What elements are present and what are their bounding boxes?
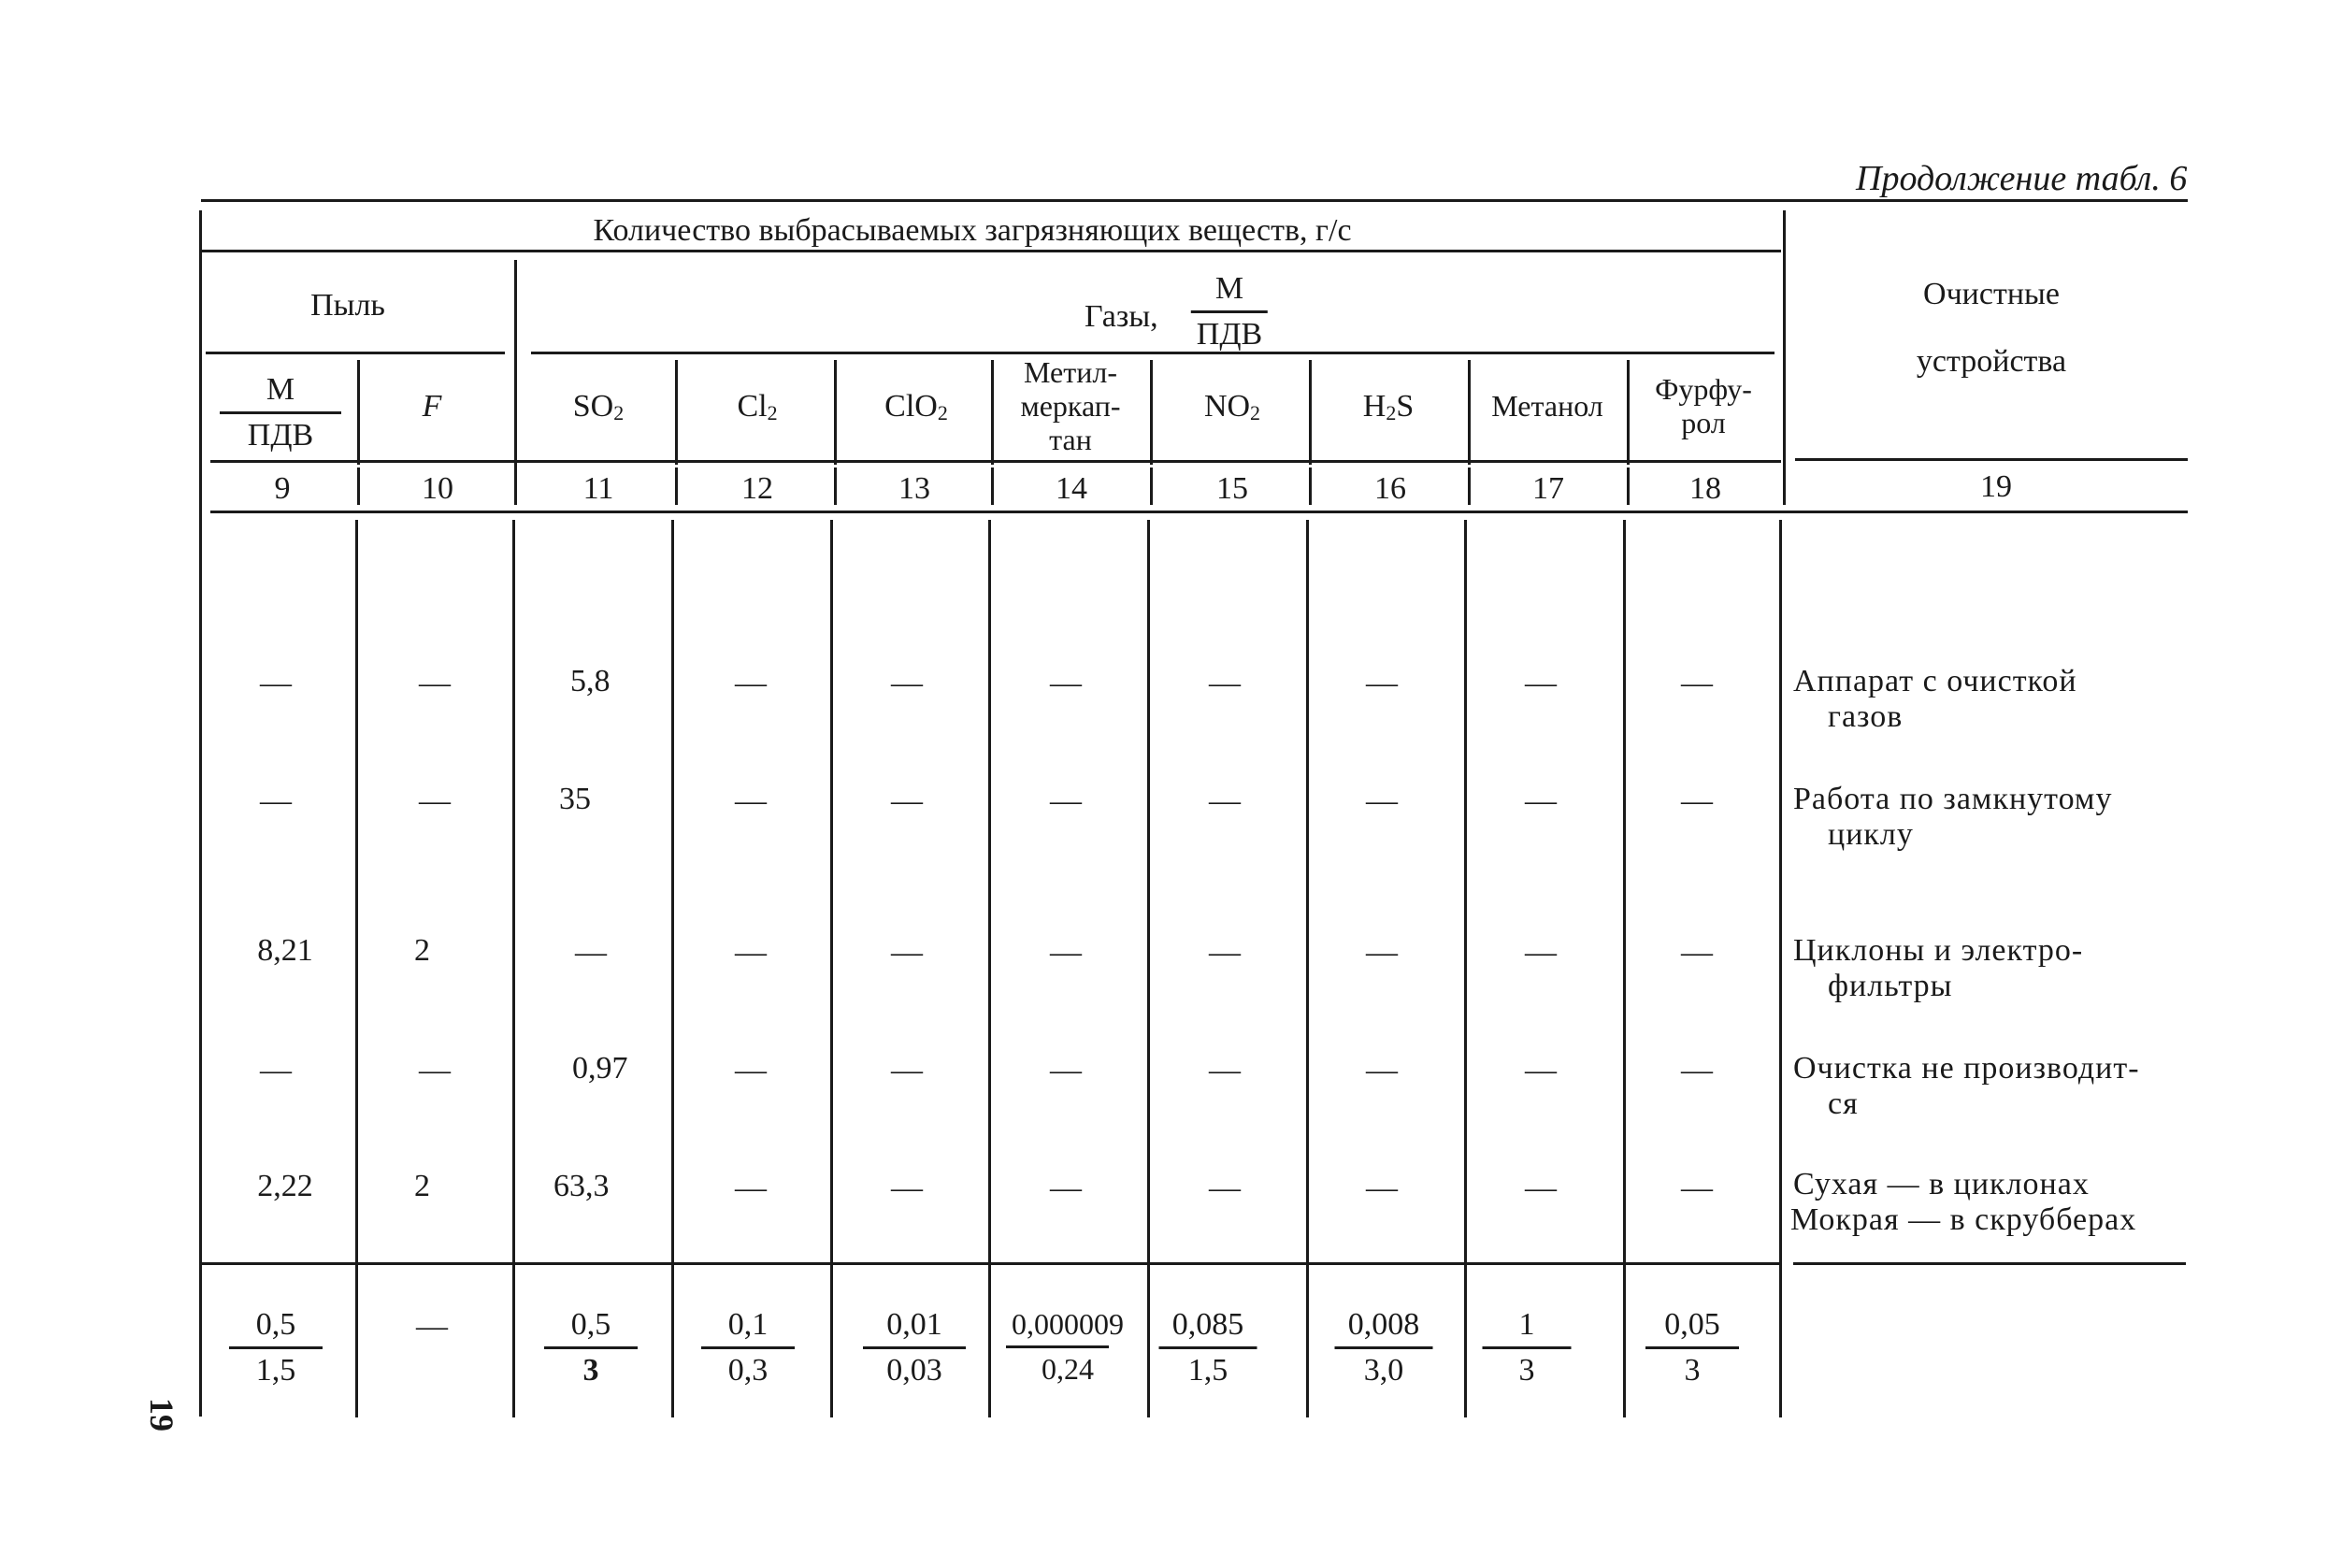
rule-v-num xyxy=(1309,468,1312,505)
gases-header-prefix: Газы, xyxy=(1085,299,1158,334)
table-cell: — xyxy=(419,1053,451,1087)
total-col18: 0,05 3 xyxy=(1645,1307,1739,1388)
rule-v-num xyxy=(1468,468,1471,505)
table-cell: — xyxy=(735,666,767,700)
rule-v-11-12-head xyxy=(675,360,678,465)
rule-v-num xyxy=(514,468,517,505)
table-cell: — xyxy=(1366,666,1398,700)
table-cell: 2 xyxy=(414,933,430,968)
col-number: 13 xyxy=(898,471,930,506)
table-cell: — xyxy=(735,935,767,970)
total-col12: 0,1 0,3 xyxy=(701,1307,795,1388)
table-cell: 2 xyxy=(414,1169,430,1203)
table-cell: — xyxy=(1050,666,1082,700)
table-cell: — xyxy=(1050,784,1082,818)
col17-header: Метанол xyxy=(1491,389,1603,423)
cleaning-note-line2: ся xyxy=(1828,1086,1859,1121)
rule-under-group-title xyxy=(201,250,1781,252)
total-col15: 0,085 1,5 xyxy=(1159,1307,1257,1388)
col10-header: F xyxy=(422,389,442,424)
table-cell: — xyxy=(1681,784,1713,818)
col-number: 19 xyxy=(1980,469,2012,504)
cleaning-note-line1: Аппарат с очисткой xyxy=(1793,664,2077,698)
col9-header-fraction: M ПДВ xyxy=(220,372,341,453)
rule-v-num xyxy=(1150,468,1153,505)
table-cell: — xyxy=(1681,1053,1713,1087)
table-cell: — xyxy=(260,1053,292,1087)
col14-header-1: Метил- xyxy=(1024,355,1117,389)
rule-v-num xyxy=(834,468,837,505)
table-cell: — xyxy=(575,935,607,970)
table-cell: — xyxy=(419,784,451,818)
rule-v-body xyxy=(1147,520,1150,1417)
table-cell: — xyxy=(260,666,292,700)
total-col14: 0,000009 0,24 xyxy=(1006,1307,1129,1387)
rule-v-body xyxy=(1464,520,1467,1417)
col14-header-2: меркап- xyxy=(1020,389,1121,423)
rule-top xyxy=(201,199,2188,202)
rule-under-subheads xyxy=(210,460,1781,463)
col-number: 17 xyxy=(1532,471,1564,506)
col11-header: $SO_2$ xyxy=(572,389,625,424)
col13-header: ClO$_2$ xyxy=(884,389,948,424)
table-cell: — xyxy=(1209,1053,1241,1087)
cleaning-note-line2: Мокрая — в скрубберах xyxy=(1790,1202,2137,1237)
rule-v-13-14-head xyxy=(991,360,994,465)
col18-header-1: Фурфу- xyxy=(1655,372,1752,406)
table-cell: — xyxy=(1681,935,1713,970)
table-cell: — xyxy=(1209,1171,1241,1205)
table-cell: — xyxy=(735,1171,767,1205)
gases-header-fraction: M ПДВ xyxy=(1191,271,1268,352)
cleaning-note-line1: Циклоны и электро- xyxy=(1793,933,2084,968)
rule-v-15-16-head xyxy=(1309,360,1312,465)
cleaning-note-line1: Сухая — в циклонах xyxy=(1793,1167,2090,1201)
col12-header: $Cl_2$ xyxy=(737,389,778,424)
rule-under-cleaning xyxy=(1795,458,2188,461)
cleaning-note-line2: газов xyxy=(1828,699,1904,734)
cleaning-note-line2: фильтры xyxy=(1828,969,1953,1003)
table-cell: — xyxy=(1209,666,1241,700)
table-cell: — xyxy=(1209,784,1241,818)
table-cell: 2,22 xyxy=(257,1169,313,1203)
rule-v-body xyxy=(1623,520,1626,1417)
table-cell: 35 xyxy=(559,782,591,816)
table-cell: — xyxy=(735,784,767,818)
rule-v-num xyxy=(1627,468,1630,505)
total-col17: 1 3 xyxy=(1483,1307,1572,1388)
col-number: 16 xyxy=(1374,471,1406,506)
dust-header: Пыль xyxy=(310,288,385,323)
table-cell: — xyxy=(260,784,292,818)
rule-v-body xyxy=(988,520,991,1417)
rule-under-gases xyxy=(531,352,1774,354)
table-cell: — xyxy=(1525,935,1557,970)
total-col9: 0,5 1,5 xyxy=(229,1307,323,1388)
table-cell: — xyxy=(1366,935,1398,970)
col-number: 11 xyxy=(582,471,614,506)
rule-above-totals xyxy=(201,1262,1781,1265)
col-number: 9 xyxy=(274,471,291,506)
rule-v-body xyxy=(830,520,833,1417)
table-cell: — xyxy=(891,1171,923,1205)
rule-v-body xyxy=(1306,520,1309,1417)
table-cell: — xyxy=(1366,1171,1398,1205)
table-cell: — xyxy=(1050,935,1082,970)
col-number: 12 xyxy=(741,471,773,506)
rule-v-14-15-head xyxy=(1150,360,1153,465)
table-cell: — xyxy=(1050,1053,1082,1087)
total-col11: 0,5 3 xyxy=(544,1307,638,1388)
table-cell: — xyxy=(1525,666,1557,700)
group-title: Количество выбрасываемых загрязняющих веществ, г/с xyxy=(593,213,1352,248)
col-number: 15 xyxy=(1216,471,1248,506)
table-cell: 0,97 xyxy=(572,1051,628,1086)
page-number: 19 xyxy=(143,1398,180,1431)
cleaning-header-2: устройства xyxy=(1916,344,2067,379)
rule-v-body xyxy=(1779,520,1782,1417)
rule-v-9-10-head xyxy=(357,360,360,465)
rule-v-num xyxy=(675,468,678,505)
table-cell: — xyxy=(1525,1171,1557,1205)
rule-v-num xyxy=(1783,468,1786,505)
cleaning-note-line1: Работа по замкнутому xyxy=(1793,782,2113,816)
table-cell: 5,8 xyxy=(570,664,611,698)
table-cell: — xyxy=(1525,784,1557,818)
rule-v-18-19-head xyxy=(1783,210,1786,505)
table-cell: — xyxy=(891,666,923,700)
rule-v-num xyxy=(357,468,360,505)
table-cell: — xyxy=(891,1053,923,1087)
col14-header-3: тан xyxy=(1049,423,1092,456)
table-cell: — xyxy=(1366,784,1398,818)
table-cell: — xyxy=(1525,1053,1557,1087)
cleaning-note-line1: Очистка не производит- xyxy=(1793,1051,2140,1086)
cleaning-note-line2: циклу xyxy=(1828,817,1914,852)
total-col10: — xyxy=(416,1309,448,1344)
rule-above-totals-right xyxy=(1793,1262,2186,1265)
table-cell: — xyxy=(1681,1171,1713,1205)
table-cell: 8,21 xyxy=(257,933,313,968)
rule-under-colnums xyxy=(210,511,2188,513)
col-number: 10 xyxy=(422,471,453,506)
rule-v-body xyxy=(355,520,358,1417)
rule-v-num xyxy=(991,468,994,505)
cleaning-header-1: Очистные xyxy=(1923,277,2060,311)
table-cell: — xyxy=(891,935,923,970)
table-cell: — xyxy=(1209,935,1241,970)
table-cell: — xyxy=(735,1053,767,1087)
rule-v-body xyxy=(512,520,515,1417)
rule-v-17-18-head xyxy=(1627,360,1630,465)
col-number: 14 xyxy=(1056,471,1087,506)
table-cell: — xyxy=(1366,1053,1398,1087)
col18-header-2: рол xyxy=(1681,406,1726,439)
table-cell: — xyxy=(891,784,923,818)
rule-left xyxy=(199,210,202,1417)
total-col13: 0,01 0,03 xyxy=(863,1307,966,1388)
total-col16: 0,008 3,0 xyxy=(1335,1307,1433,1388)
rule-v-16-17-head xyxy=(1468,360,1471,465)
table-cell: — xyxy=(1681,666,1713,700)
col-number: 18 xyxy=(1689,471,1721,506)
col15-header: $NO_2$ xyxy=(1203,389,1261,424)
rule-v-12-13-head xyxy=(834,360,837,465)
rule-v-body xyxy=(671,520,674,1417)
table-cell: — xyxy=(1050,1171,1082,1205)
col16-header: $H_2S$ xyxy=(1362,389,1415,424)
table-cell: — xyxy=(419,666,451,700)
table-caption: Продолжение табл. 6 xyxy=(1856,159,2188,198)
rule-under-dust xyxy=(206,352,505,354)
table-cell: 63,3 xyxy=(553,1169,610,1203)
